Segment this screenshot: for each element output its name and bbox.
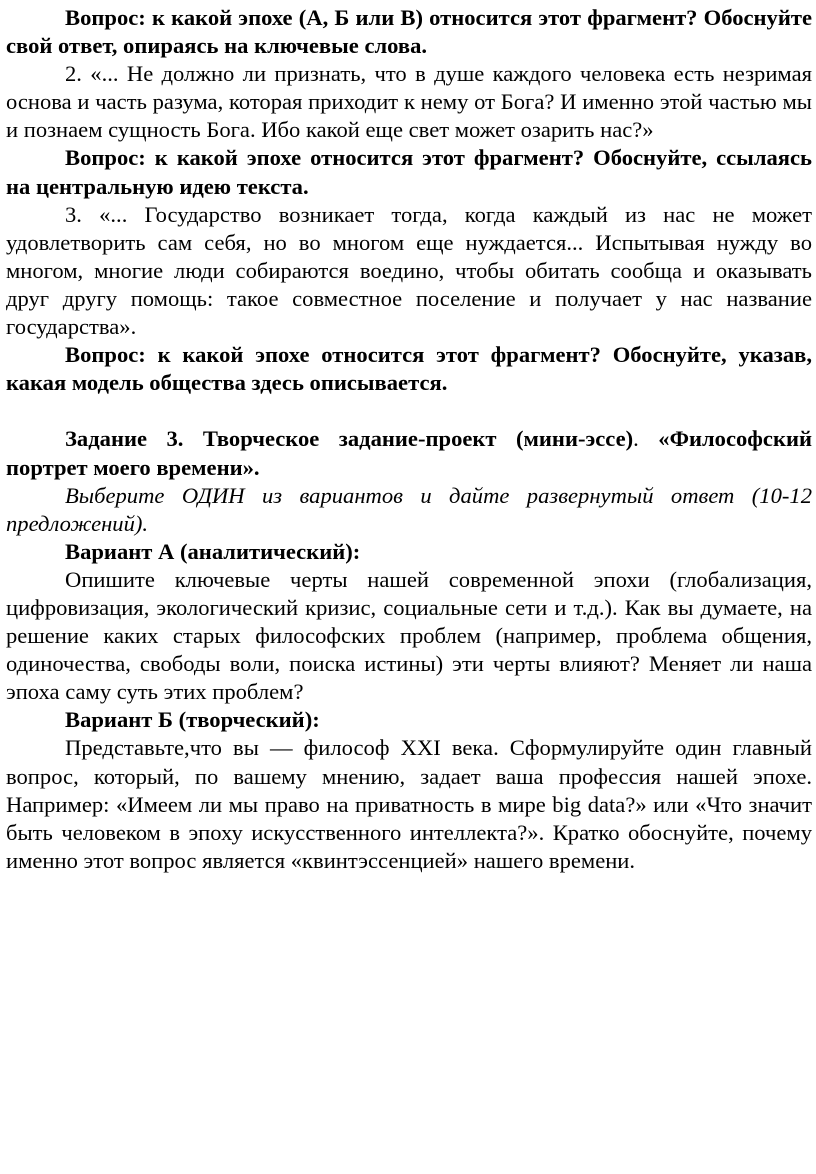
blank-line (6, 397, 812, 425)
task-3-heading (6, 425, 812, 481)
task-3-subtitle: «Философский портрет моего времени». (6, 426, 812, 480)
task-3-title: Задание 3. Творческое задание-проект (мини-эссе) (65, 426, 634, 452)
document-page (6, 4, 812, 875)
variant-b-title: Вариант Б (творческий): (65, 707, 320, 733)
task-3-title-separator: . (633, 426, 659, 452)
question-2: Вопрос: к какой эпохе относится этот фрагмент? Обоснуйте, ссылаясь на центральную идею текста. (6, 145, 812, 199)
task-3-instruction: Выберите ОДИН из вариантов и дайте развернутый ответ (10-12 предложений). (6, 482, 812, 536)
question-3: Вопрос: к какой эпохе относится этот фрагмент? Обоснуйте, указав, какая модель общества здесь описывается. (6, 342, 812, 396)
variant-a-text: Опишите ключевые черты нашей современной эпохи (глобализация, цифровизация, экологический кризис, социальные сети и т.д.). Как вы думаете, на решение каких старых философских проблем (например, проблема общения, одиночества, свободы воли, поиска истины) эти черты влияют? Меняет ли наша эпоха саму суть этих проблем? (6, 566, 812, 705)
question-1: Вопрос: к какой эпохе (А, Б или В) относится этот фрагмент? Обоснуйте свой ответ, опираясь на ключевые слова. (6, 5, 812, 59)
fragment-3: 3. «... Государство возникает тогда, когда каждый из нас не может удовлетворить сам себя, но во многом еще нуждается... Испытывая нужду во многом, многие люди собираются воедино, чтобы обитать сообща и оказывать друг другу помощь: такое совместное поселение и получает у нас название государства». (6, 201, 812, 340)
fragment-2: 2. «... Не должно ли признать, что в душе каждого человека есть незримая основа и часть разума, которая приходит к нему от Бога? И именно этой частью мы и познаем сущность Бога. Ибо какой еще свет может озарить нас?» (6, 61, 812, 143)
variant-b-text: Представьте,что вы — философ XXI века. Сформулируйте один главный вопрос, который, по вашему мнению, задает ваша профессия нашей эпохе. Например: «Имеем ли мы право на приватность в мире big data?» или «Что значит быть человеком в эпоху искусственного интеллекта?». Кратко обоснуйте, почему именно этот вопрос является «квинтэссенцией» нашего времени. (6, 735, 812, 873)
variant-a-title: Вариант А (аналитический): (65, 538, 361, 564)
